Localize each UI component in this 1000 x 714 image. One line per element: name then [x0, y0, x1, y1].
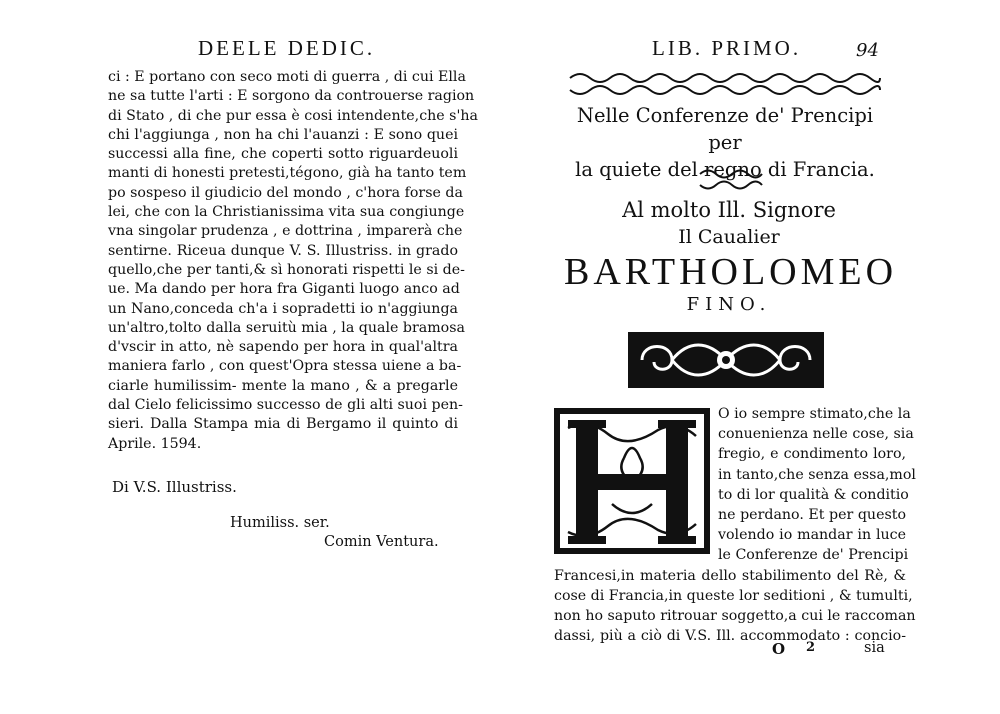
text-line: po sospeso il giudicio del mondo , c'hora forse da	[108, 184, 463, 201]
text-line: non ho saputo ritrouar soggetto,a cui le raccoman	[554, 607, 916, 624]
dedication-text	[108, 68, 478, 454]
ornament-band-icon	[566, 70, 884, 98]
text-line: in tanto,che senza essa,mol	[718, 466, 916, 483]
text-line: un Nano,conceda ch'a i sopradetti io n'aggiunga	[108, 300, 458, 317]
text-line: ue. Ma dando per hora fra Giganti luogo anco ad	[108, 281, 460, 298]
text-line: d'vscir in atto, nè sapendo per hora in qual'altra	[108, 339, 458, 356]
text-line: sentirne. Riceua dunque V. S. Illustriss. in grado	[108, 242, 458, 259]
text-line: ciarle humilissim- mente la mano , & a pregarle	[108, 377, 458, 394]
closing-salutation: Di V.S. Illustriss.	[112, 478, 237, 496]
text-line: quello,che per tanti,& sì honorati rispetti le si de-	[108, 261, 465, 278]
text-line: Aprile. 1594.	[108, 435, 202, 452]
text-line: to di lor qualità & conditio	[718, 486, 909, 503]
running-head-left: DEELE DEDIC.	[198, 36, 376, 60]
text-line: ne sa tutte l'arti : E sorgono da controuerse ragion	[108, 88, 475, 105]
text-line: un'altro,tolto dalla seruitù mia , la quale bramosa	[108, 319, 465, 336]
right-page	[500, 0, 1000, 714]
address-line-1: Al molto Ill. Signore	[622, 198, 836, 222]
chapter-text	[554, 404, 916, 646]
text-line: dassi, più a ciò di V.S. Ill. accommodato : concio-	[554, 628, 906, 645]
text-line: ci : E portano con seco moti di guerra , di cui Ella	[108, 69, 466, 85]
text-line: Francesi,in materia dello stabilimento del Rè, &	[554, 567, 906, 584]
text-line: volendo io mandar in luce	[718, 527, 906, 544]
heading-line-2: la quiete del regno di Francia.	[575, 158, 875, 181]
signature-title: Humiliss. ser.	[230, 515, 330, 531]
recipient-name: BARTHOLOMEO	[564, 251, 898, 293]
text-line: lei, che con la Christianissima vita sua congiunge	[108, 204, 465, 221]
text-line: sieri. Dalla Stampa mia di Bergamo il quinto di	[108, 416, 458, 433]
text-line: ne perdano. Et per questo	[718, 506, 906, 523]
text-line: vna singolar prudenza , e dottrina , imparerà che	[108, 223, 463, 240]
page-number: 94	[856, 40, 879, 61]
text-line: O io sempre stimato,che la	[718, 406, 911, 422]
ornament-scroll-icon	[628, 332, 824, 388]
signature-number: 2	[806, 640, 816, 655]
text-line: di Stato , di che pur essa è cosi intendente,che s'ha	[108, 107, 478, 124]
text-line: successi alla fine, che coperti sotto riguardeuoli	[108, 146, 458, 163]
text-line: fregio, e condimento loro,	[718, 446, 906, 463]
ornament-small-icon	[696, 166, 766, 192]
address-line-2: Il Caualier	[678, 226, 780, 248]
text-line: cose di Francia,in queste lor seditioni , & tumulti,	[554, 587, 913, 604]
text-line: manti di honesti pretesti,tégono, già ha tanto tem	[108, 165, 467, 182]
text-line: le Conferenze de' Prencipi	[718, 547, 909, 564]
recipient-surname: FINO.	[686, 294, 772, 315]
text-line: conuenienza nelle cose, sia	[718, 426, 914, 443]
heading-line-1: Nelle Conferenze de' Prencipi per	[576, 104, 874, 154]
text-line: chi l'aggiunga , non ha chi l'auanzi : E sono quei	[108, 126, 458, 143]
catchword: sia	[864, 640, 885, 656]
text-line: dal Cielo felicissimo successo de gli alti suoi pen-	[108, 397, 463, 414]
text-line: maniera farlo , con quest'Opra stessa uiene a ba-	[108, 358, 462, 375]
signature-name: Comin Ventura.	[324, 534, 439, 550]
signature-mark: O	[772, 640, 786, 658]
running-head-right: LIB. PRIMO.	[652, 36, 802, 60]
